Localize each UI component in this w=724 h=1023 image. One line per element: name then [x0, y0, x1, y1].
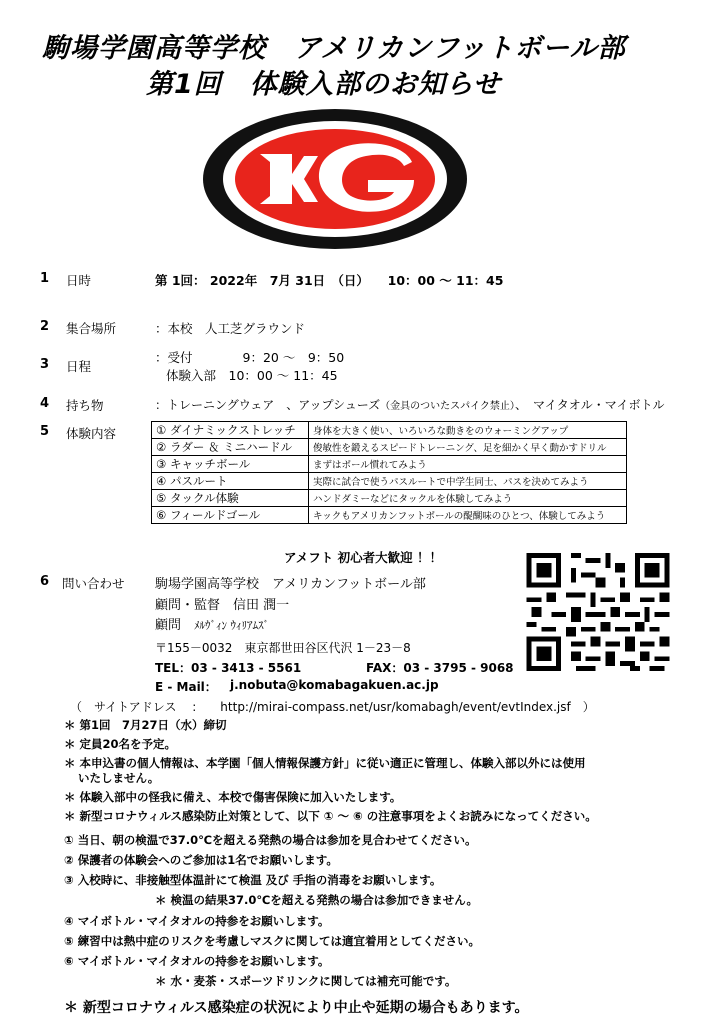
item-number: 4	[40, 396, 50, 411]
item-number: 3	[40, 357, 50, 372]
table-row	[152, 422, 627, 439]
items-value	[155, 396, 664, 413]
contact-label: 問い合わせ	[62, 576, 125, 591]
schedule-trial: 体験入部 10：00 ～ 11：45	[166, 368, 338, 383]
contact-fax: FAX：03 - 3795 - 9068	[366, 661, 514, 675]
email-link[interactable]: j.nobuta@komabagakuen.ac.jp	[230, 678, 439, 692]
place-value: ：本校 人工芝グラウンド	[155, 321, 306, 336]
item-number: 2	[40, 319, 50, 334]
items-value-b: 、 マイタオル・マイボトル	[514, 398, 665, 412]
items-value-a: ：トレーニングウェア 、アップシューズ	[155, 398, 381, 412]
items-note: （金具のついたスパイク禁止）	[380, 401, 515, 412]
activity-desc: まずはボール慣れてみよう	[309, 456, 627, 473]
qr-code-icon	[526, 553, 670, 671]
rule-line: ⑥ マイボトル・マイタオルの持参をお願いします。	[64, 954, 330, 968]
rule-line: ① 当日、朝の検温で37.0℃を超える発熱の場合は参加を見合わせてください。	[64, 833, 477, 847]
contact-advisor1: 顧問・監督 信田 潤一	[155, 598, 290, 613]
footer-note: ＊ 新型コロナウィルス感染症の状況により中止や延期の場合もあります。	[64, 1000, 529, 1016]
schedule-label: 日程	[66, 359, 92, 374]
item-number: 1	[40, 271, 50, 286]
contact-tel: TEL：03 - 3413 - 5561	[155, 661, 302, 675]
activity-desc: キックもアメリカンフットボールの醍醐味のひとつ、体験してみよう	[309, 507, 627, 524]
page-title: 駒場学園高等学校 アメリカンフットボール部	[42, 33, 626, 64]
activity-desc: 俊敏性を鍛えるスピードトレーニング、足を細かく早く動かすドリル	[309, 439, 627, 456]
activity-desc: 実際に試合で使うパスルートで中学生同士、パスを決めてみよう	[309, 473, 627, 490]
welcome-text: アメフト 初心者大歓迎 ！！	[284, 550, 442, 565]
activity-name: ④ パスルート	[152, 473, 309, 490]
item-number: 6	[40, 574, 50, 589]
note-line: ＊ 定員20名を予定。	[64, 737, 177, 751]
activity-name: ⑥ フィールドゴール	[152, 507, 309, 524]
note-line: ＊ 体験入部中の怪我に備え、本校で傷害保険に加入いたします。	[64, 790, 402, 804]
date-value: 第 1回： 2022年 7月 31日 （日） 10：00 ～ 11：45	[155, 273, 504, 288]
rule-line: ＊ 水・麦茶・スポーツドリンクに関しては補充可能です。	[155, 974, 457, 988]
contact-advisor2	[155, 614, 269, 633]
note-line: いたしません。	[78, 771, 160, 785]
page-subtitle: 第1回 体験入部のお知らせ	[146, 69, 501, 100]
note-line: ＊ 第1回 7月27日（水）締切	[64, 718, 227, 732]
content-label: 体験内容	[66, 426, 117, 441]
schedule-reception: ：受付 9：20 ～ 9：50	[155, 350, 345, 365]
activity-table	[151, 421, 627, 524]
table-row	[152, 439, 627, 456]
contact-address: 〒155－0032 東京都世田谷区代沢 1－23－8	[155, 641, 411, 655]
activity-name: ⑤ タックル体験	[152, 490, 309, 507]
table-row	[152, 473, 627, 490]
date-label: 日時	[66, 273, 92, 288]
activity-desc: ハンドダミーなどにタックルを体験してみよう	[309, 490, 627, 507]
rule-line: ② 保護者の体験会へのご参加は1名でお願いします。	[64, 853, 338, 867]
note-line: ＊ 本申込書の個人情報は、本学園「個人情報保護方針」に従い適正に管理し、体験入部以外には使用	[64, 756, 586, 770]
email-label: E - Mail：	[155, 680, 217, 694]
items-label: 持ち物	[66, 398, 104, 413]
activity-desc: 身体を大きく使い、いろいろな動きをのウォーミングアップ	[309, 422, 627, 439]
rule-line: ④ マイボトル・マイタオルの持参をお願いします。	[64, 914, 330, 928]
activity-name: ② ラダー ＆ ミニハードル	[152, 439, 309, 456]
place-label: 集合場所	[66, 321, 117, 336]
rule-line: ⑤ 練習中は熱中症のリスクを考慮しマスクに関しては適宜着用としてください。	[64, 934, 481, 948]
note-line: ＊ 新型コロナウィルス感染防止対策として、以下 ① ～ ⑥ の注意事項をよくお読みになってください。	[64, 809, 597, 823]
contact-org: 駒場学園高等学校 アメリカンフットボール部	[155, 577, 426, 592]
activity-name: ① ダイナミックストレッチ	[152, 422, 309, 439]
table-row	[152, 456, 627, 473]
item-number: 5	[40, 424, 50, 439]
table-row	[152, 507, 627, 524]
site-address[interactable]: （ サイトアドレス : http://mirai-compass.net/usr/komabagh/event/evtIndex.jsf ）	[70, 700, 595, 714]
rule-line: ③ 入校時に、非接触型体温計にて検温 及び 手指の消毒をお願いします。	[64, 873, 442, 887]
table-row	[152, 490, 627, 507]
activity-name: ③ キャッチボール	[152, 456, 309, 473]
advisor2-role: 顧問	[155, 618, 182, 633]
team-logo	[200, 106, 470, 252]
rule-line: ＊ 検温の結果37.0℃を超える発熱の場合は参加できません。	[155, 893, 478, 907]
advisor2-name: ﾒﾙｳﾞｨﾝ ｳｨﾘｱﾑｽﾞ	[194, 619, 270, 632]
